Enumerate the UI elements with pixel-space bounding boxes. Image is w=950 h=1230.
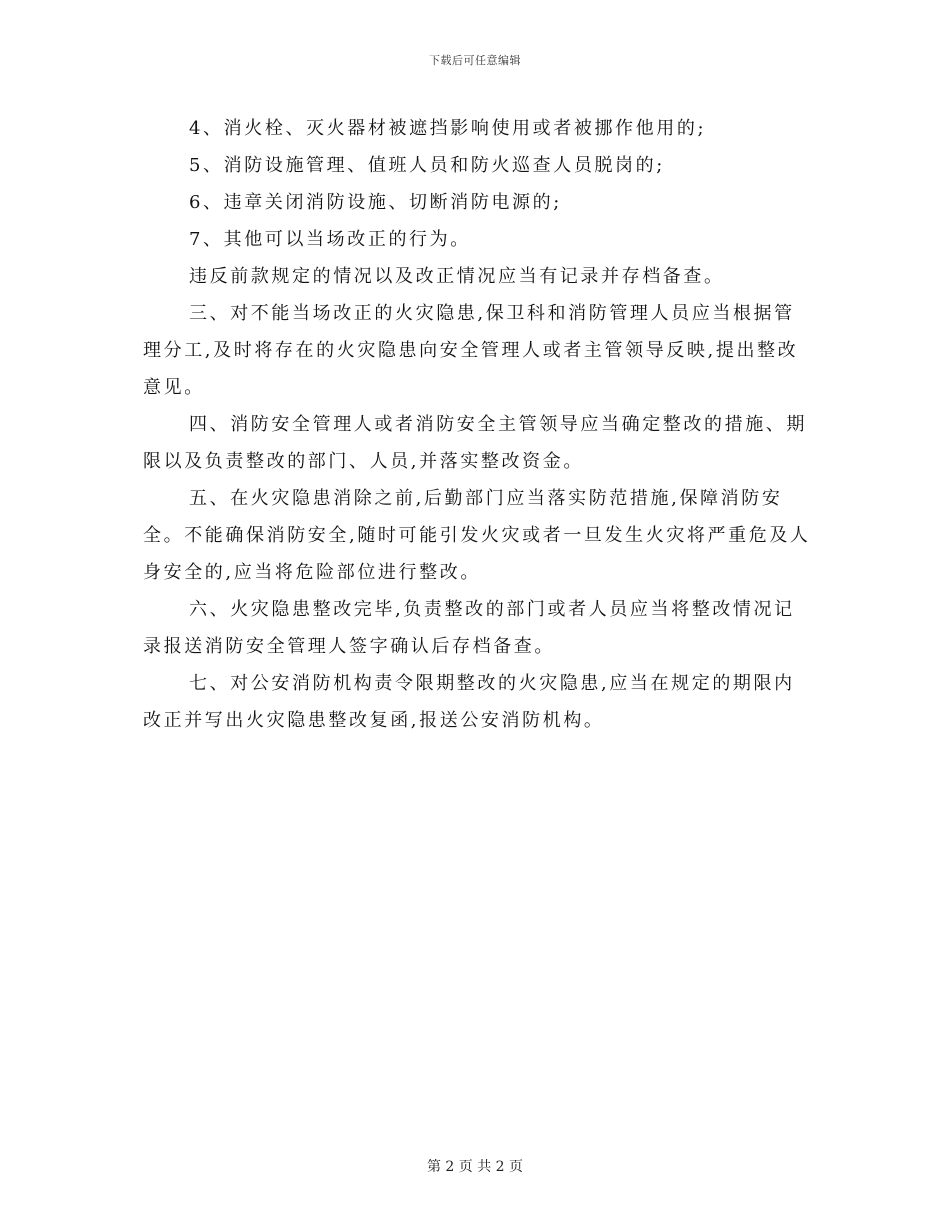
paragraph-section-5: 五、在火灾隐患消除之前,后勤部门应当落实防范措施,保障消防安全。不能确保消防安全,随时可能引发火灾或者一旦发生火灾将严重危及人身安全的,应当将危险部位进行整改。	[143, 488, 811, 583]
paragraph-item-6: 6、违章关闭消防设施、切断消防电源的;	[189, 192, 562, 213]
paragraph-item-5: 5、消防设施管理、值班人员和防火巡查人员脱岗的;	[189, 155, 665, 176]
document-body	[143, 110, 815, 739]
paragraph-item-4: 4、消火栓、灭火器材被遮挡影响使用或者被挪作他用的;	[189, 118, 707, 139]
paragraph-record-note: 违反前款规定的情况以及改正情况应当有记录并存档备查。	[189, 266, 725, 287]
paragraph-section-6: 六、火灾隐患整改完毕,负责整改的部门或者人员应当将整改情况记录报送消防安全管理人签字确认后存档备查。	[143, 599, 795, 657]
paragraph-section-3: 三、对不能当场改正的火灾隐患,保卫科和消防管理人员应当根据管理分工,及时将存在的火灾隐患向安全管理人或者主管领导反映,提出整改意见。	[143, 303, 799, 398]
paragraph-section-4: 四、消防安全管理人或者消防安全主管领导应当确定整改的措施、期限以及负责整改的部门、人员,并落实整改资金。	[143, 414, 807, 472]
page-footer: 第 2 页 共 2 页	[426, 1159, 524, 1175]
paragraph-item-7: 7、其他可以当场改正的行为。	[189, 229, 471, 250]
page-header: 下载后可任意编辑	[429, 54, 521, 67]
paragraph-section-7: 七、对公安消防机构责令限期整改的火灾隐患,应当在规定的期限内改正并写出火灾隐患整改复函,报送公安消防机构。	[143, 673, 795, 731]
